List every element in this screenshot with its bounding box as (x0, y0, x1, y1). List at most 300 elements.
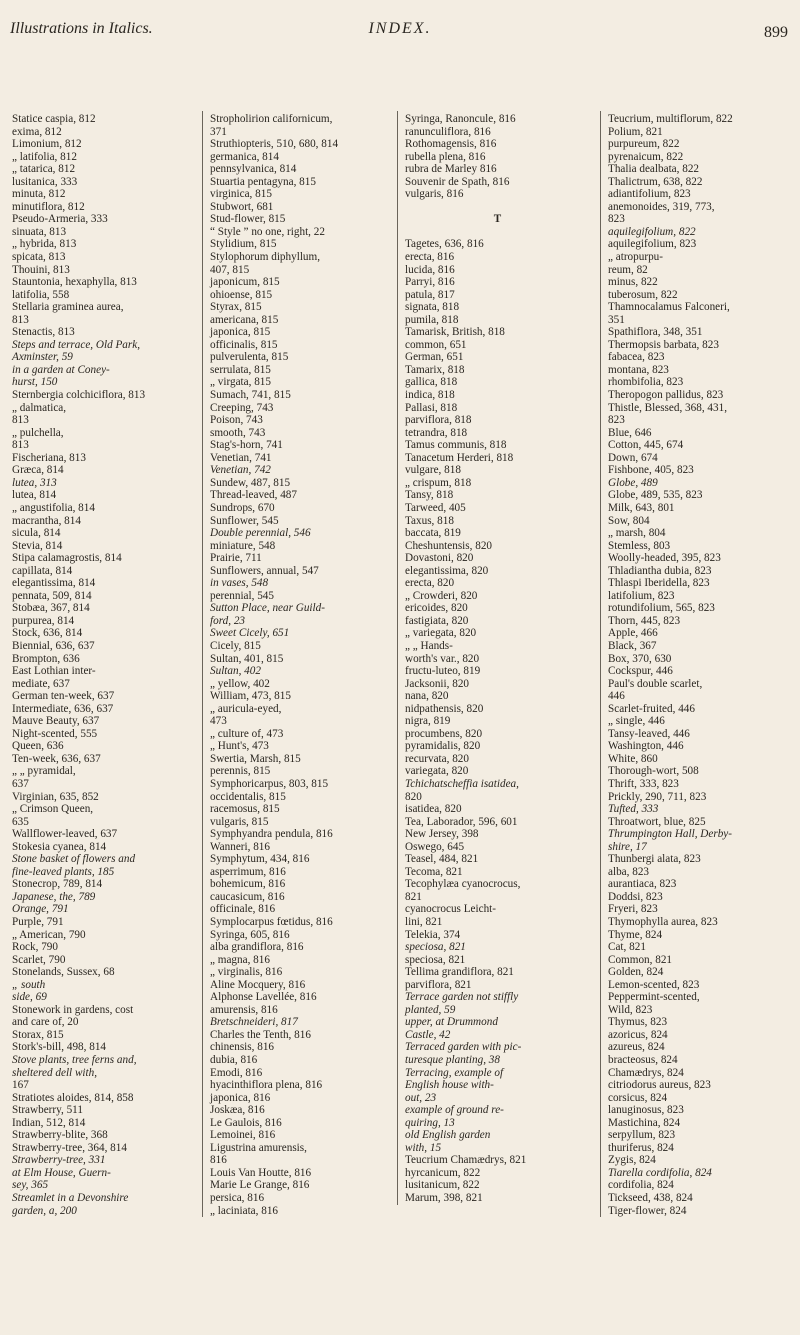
index-entry: Rock, 790 (12, 941, 58, 954)
index-entry: signata, 818 (405, 301, 460, 314)
index-entry: Stonecrop, 789, 814 (12, 878, 103, 891)
index-entry: smooth, 743 (210, 426, 266, 439)
index-entry: Chamædrys, 824 (608, 1066, 684, 1079)
index-entry: hyacinthiflora plena, 816 (210, 1079, 323, 1092)
index-entry: elegantissima, 820 (405, 564, 489, 577)
index-entry: hurst, 150 (12, 376, 58, 389)
index-entry: Stag's-horn, 741 (210, 439, 283, 452)
index-entry: lutea, 814 (12, 489, 57, 502)
index-entry: erecta, 820 (405, 577, 455, 590)
index-entry: Stove plants, tree ferns and, (12, 1054, 137, 1067)
index-entry: Fischeriana, 813 (12, 451, 86, 464)
index-entry: lucida, 816 (405, 263, 455, 276)
index-entry: „ south (12, 978, 46, 991)
index-entry: „ virgata, 815 (210, 376, 271, 389)
index-entry: nigra, 819 (405, 715, 451, 728)
index-entry: Louis Van Houtte, 816 (210, 1166, 312, 1179)
index-entry: rubra de Marley 816 (405, 163, 497, 176)
column-rule (600, 111, 601, 1217)
index-entry: pennsylvanica, 814 (210, 163, 297, 176)
index-entry: Alphonse Lavellée, 816 (210, 991, 317, 1004)
index-entry: Thorough-wort, 508 (608, 765, 699, 778)
index-entry: Ten-week, 636, 637 (12, 752, 101, 765)
index-entry: gallica, 818 (405, 376, 458, 389)
index-entry: Dovastoni, 820 (405, 552, 474, 565)
index-entry: „ Hunt's, 473 (210, 740, 269, 753)
index-entry: aquilegifolium, 823 (608, 238, 697, 251)
index-entry: rubella plena, 816 (405, 150, 486, 163)
index-entry: mediate, 637 (12, 677, 70, 690)
index-entry: Thread-leaved, 487 (210, 489, 297, 502)
index-entry: Apple, 466 (608, 627, 658, 640)
index-entry: purpurea, 814 (12, 614, 75, 627)
index-entry: erecta, 816 (405, 251, 455, 264)
index-entry: Telekia, 374 (405, 928, 461, 941)
index-entry: pennata, 509, 814 (12, 589, 92, 602)
index-entry: lutea, 313 (12, 476, 57, 489)
index-entry: „ yellow, 402 (210, 677, 270, 690)
index-entry: nidpathensis, 820 (405, 702, 484, 715)
index-entry: indica, 818 (405, 389, 455, 402)
index-entry: aurantiaca, 823 (608, 878, 677, 891)
index-entry: Teasel, 484, 821 (405, 853, 479, 866)
index-entry: 637 (12, 777, 29, 790)
index-entry: „ virginalis, 816 (210, 966, 283, 979)
index-entry: “ Style ” no one, right, 22 (210, 225, 325, 238)
index-entry: persica, 816 (210, 1192, 265, 1205)
index-entry: Intermediate, 636, 637 (12, 702, 114, 715)
index-entry: Box, 370, 630 (608, 652, 672, 665)
index-entry: recurvata, 820 (405, 752, 469, 765)
index-entry: occidentalis, 815 (210, 790, 286, 803)
index-entry: Thistle, Blessed, 368, 431, (608, 401, 728, 414)
page-number: 899 (764, 24, 788, 41)
index-entry: Throatwort, blue, 825 (608, 815, 706, 828)
index-entry: macrantha, 814 (12, 514, 81, 527)
index-entry: Prickly, 290, 711, 823 (608, 790, 707, 803)
index-entry: worth's var., 820 (405, 652, 480, 665)
index-entry: 446 (608, 690, 625, 703)
index-entry: „ latifolia, 812 (12, 150, 77, 163)
index-entry: Stylophorum diphyllum, (210, 251, 321, 264)
index-entry: 407, 815 (210, 263, 250, 276)
index-entry: fructu-luteo, 819 (405, 665, 481, 678)
index-entry: spicata, 813 (12, 251, 66, 264)
index-entry: Joskæa, 816 (210, 1104, 265, 1117)
index-entry: fastigiata, 820 (405, 614, 469, 627)
index-entry: Teucrium, multiflorum, 822 (608, 113, 733, 125)
index-entry: Stenactis, 813 (12, 326, 75, 339)
index-entry: serpyllum, 823 (608, 1129, 676, 1142)
index-entry: Sumach, 741, 815 (210, 389, 291, 402)
index-entry: speciosa, 821 (405, 941, 466, 954)
index-entry: Thalia dealbata, 822 (608, 163, 700, 176)
index-entry: Thlaspi Iberidella, 823 (608, 577, 710, 590)
index-entry: Double perennial, 546 (210, 527, 311, 540)
index-entry: Syringa, 605, 816 (210, 928, 290, 941)
index-entry: Axminster, 59 (12, 351, 73, 364)
index-entry: Marum, 398, 821 (405, 1192, 483, 1205)
index-entry: Emodi, 816 (210, 1066, 263, 1079)
index-entry: Tiger-flower, 824 (608, 1204, 687, 1217)
index-entry: 813 (12, 313, 29, 326)
index-entry: Tarweed, 405 (405, 501, 466, 514)
index-entry: Symphytum, 434, 816 (210, 853, 310, 866)
index-entry: Stone basket of flowers and (12, 853, 136, 866)
index-entry: Tchichatscheffia isatidea, (405, 777, 519, 790)
index-entry: Teucrium Chamædrys, 821 (405, 1154, 527, 1167)
index-entry: Storax, 815 (12, 1028, 64, 1041)
index-entry: citriodorus aureus, 823 (608, 1079, 711, 1092)
index-entry: sicula, 814 (12, 527, 61, 540)
index-entry: example of ground re- (405, 1104, 504, 1117)
index-entry: Tecophylæa cyanocrocus, (405, 878, 521, 891)
index-entry: cordifolia, 824 (608, 1179, 674, 1192)
index-entry: Cicely, 815 (210, 639, 261, 652)
index-entry: Statice caspia, 812 (12, 113, 96, 125)
index-entry: „ culture of, 473 (210, 727, 284, 740)
index-entry: Græca, 814 (12, 464, 64, 477)
index-entry: Thamnocalamus Falconeri, (608, 301, 730, 314)
index-entry: minuta, 812 (12, 188, 66, 201)
index-entry: Virginian, 635, 852 (12, 790, 99, 803)
index-entry: Marie Le Grange, 816 (210, 1179, 310, 1192)
index-entry: Venetian, 742 (210, 464, 271, 477)
index-entry: with, 15 (405, 1141, 442, 1154)
index-entry: 820 (405, 790, 422, 803)
index-entry: Poison, 743 (210, 414, 263, 427)
index-entry: Sunflowers, annual, 547 (210, 564, 319, 577)
index-entry: Struthiopteris, 510, 680, 814 (210, 138, 339, 151)
index-entry: side, 69 (12, 991, 47, 1004)
index-entry: shire, 17 (608, 840, 647, 853)
index-entry: Mauve Beauty, 637 (12, 715, 100, 728)
index-entry: Venetian, 741 (210, 451, 272, 464)
index-entry: nana, 820 (405, 690, 449, 703)
index-entry: Cockspur, 446 (608, 665, 673, 678)
index-entry: Thladiantha dubia, 823 (608, 564, 712, 577)
index-entry: „ Crimson Queen, (12, 803, 94, 816)
index-entry: Thymus, 823 (608, 1016, 668, 1029)
index-entry: Stevia, 814 (12, 539, 63, 552)
index-entry: Aline Mocquery, 816 (210, 978, 306, 991)
index-entry: Jacksonii, 820 (405, 677, 470, 690)
index-entry: Strawberry-tree, 331 (12, 1154, 106, 1167)
index-entry: Zygis, 824 (608, 1154, 656, 1167)
index-entry: „ tatarica, 812 (12, 163, 76, 176)
index-entry: latifolium, 823 (608, 589, 675, 602)
index-entry: vulgaris, 816 (405, 188, 464, 201)
index-entry: 371 (210, 125, 227, 138)
index-entry: Symplocarpus fœtidus, 816 (210, 916, 333, 928)
index-entry: Stonelands, Sussex, 68 (12, 966, 115, 979)
index-entry: latifolia, 558 (12, 288, 70, 301)
index-entry: caucasicum, 816 (210, 890, 285, 903)
index-entry: „ laciniata, 816 (210, 1204, 279, 1217)
index-entry: Fishbone, 405, 823 (608, 464, 694, 477)
index-entry: Terraced garden with pic- (405, 1041, 522, 1054)
index-entry: Common, 821 (608, 953, 673, 966)
index-entry: Sultan, 402 (210, 665, 261, 678)
index-entry: Stock, 636, 814 (12, 627, 83, 640)
index-entry: Lemon-scented, 823 (608, 978, 700, 991)
index-entry: common, 651 (405, 338, 467, 351)
index-entry: variegata, 820 (405, 765, 469, 778)
index-entry: Thyme, 824 (608, 928, 663, 941)
index-entry: Scarlet, 790 (12, 953, 66, 966)
index-entry: 167 (12, 1079, 29, 1092)
index-entry: Lemoinei, 816 (210, 1129, 276, 1142)
index-entry: Le Gaulois, 816 (210, 1116, 282, 1129)
index-entry: Souvenir de Spath, 816 (405, 175, 510, 188)
index-entry: hyrcanicum, 822 (405, 1166, 481, 1179)
index-entry: rhombifolia, 823 (608, 376, 684, 389)
index-entry: Stokesia cyanea, 814 (12, 840, 107, 853)
index-entry: lusitanicum, 822 (405, 1179, 480, 1192)
index-entry: Milk, 643, 801 (608, 501, 675, 514)
index-entry: rotundifolium, 565, 823 (608, 602, 715, 615)
index-entry: americana, 815 (210, 313, 279, 326)
index-entry: pumila, 818 (405, 313, 459, 326)
index-entry: 823 (608, 414, 625, 427)
index-entry: Thalictrum, 638, 822 (608, 175, 703, 188)
index-entry: Creeping, 743 (210, 401, 274, 414)
index-entry: out, 23 (405, 1091, 437, 1104)
index-entry: thuriferus, 824 (608, 1141, 674, 1154)
index-entry: Indian, 512, 814 (12, 1116, 86, 1129)
page-header (0, 0, 800, 110)
index-entry: Swertia, Marsh, 815 (210, 752, 301, 765)
index-entry: „ angustifolia, 814 (12, 501, 95, 514)
index-entry: 821 (405, 890, 422, 903)
index-entry: Black, 367 (608, 639, 657, 652)
index-entry: Tansy-leaved, 446 (608, 727, 690, 740)
index-entry: 813 (12, 439, 29, 452)
index-entry: corsicus, 824 (608, 1091, 668, 1104)
index-entry: Sweet Cicely, 651 (210, 627, 290, 640)
index-entry: old English garden (405, 1129, 491, 1142)
index-entry: vulgare, 818 (405, 464, 461, 477)
index-entry: Thunbergi alata, 823 (608, 853, 701, 866)
index-entry: Taxus, 818 (405, 514, 454, 527)
index-entry: German ten-week, 637 (12, 690, 115, 703)
index-entry: and care of, 20 (12, 1016, 79, 1029)
index-entry: reum, 82 (608, 263, 648, 276)
index-entry: japonica, 815 (210, 326, 271, 339)
index-entry: Queen, 636 (12, 740, 64, 753)
index-entry: cyanocrocus Leicht- (405, 903, 497, 916)
index-entry: Down, 674 (608, 451, 658, 464)
index-entry: Wild, 823 (608, 1003, 653, 1016)
index-entry: Biennial, 636, 637 (12, 639, 95, 652)
index-entry: Tea, Laborador, 596, 601 (405, 815, 518, 828)
index-entry: Terracing, example of (405, 1066, 504, 1079)
index-entry: Tansy, 818 (405, 489, 454, 502)
index-entry: Parryi, 816 (405, 276, 455, 289)
index-entry: Wallflower-leaved, 637 (12, 828, 118, 841)
index-entry: perennis, 815 (210, 765, 271, 778)
index-entry: Night-scented, 555 (12, 727, 98, 740)
index-entry: adiantifolium, 823 (608, 188, 691, 201)
index-entry: at Elm House, Guern- (12, 1166, 111, 1179)
index-entry: Thrift, 333, 823 (608, 777, 679, 790)
index-entry: Theropogon pallidus, 823 (608, 389, 724, 402)
index-entry: in vases, 548 (210, 577, 269, 590)
index-entry: New Jersey, 398 (405, 828, 479, 841)
index-entry: Stork's-bill, 498, 814 (12, 1041, 107, 1054)
column-rule (202, 111, 203, 1217)
index-entry: Washington, 446 (608, 740, 684, 753)
index-column-2 (210, 113, 395, 1217)
index-entry: Tagetes, 636, 816 (405, 238, 484, 251)
index-entry: upper, at Drummond (405, 1016, 498, 1029)
index-entry: Symphyandra pendula, 816 (210, 828, 333, 841)
index-entry: Rothomagensis, 816 (405, 138, 497, 151)
index-entry: lusitanica, 333 (12, 175, 78, 188)
index-entry: Thouini, 813 (12, 263, 70, 276)
index-entry: White, 860 (608, 752, 658, 765)
index-entry: ford, 23 (210, 614, 246, 627)
column-rule (397, 111, 398, 1205)
index-entry: Tickseed, 438, 824 (608, 1192, 693, 1205)
index-entry: Globe, 489, 535, 823 (608, 489, 703, 502)
index-entry: speciosa, 821 (405, 953, 466, 966)
index-entry: „ „ pyramidal, (12, 765, 76, 778)
index-entry: fine-leaved plants, 185 (12, 865, 115, 878)
index-entry: parviflora, 821 (405, 978, 472, 991)
index-entry: „ atropurpu- (608, 251, 663, 264)
index-entry: Syringa, Ranoncule, 816 (405, 113, 516, 125)
index-entry: Stauntonia, hexaphylla, 813 (12, 276, 137, 289)
index-entry: ericoides, 820 (405, 602, 468, 615)
index-entry: baccata, 819 (405, 527, 461, 540)
index-entry: English house with- (405, 1079, 494, 1092)
index-entry: Prairie, 711 (210, 552, 262, 565)
index-entry (405, 201, 590, 214)
index-entry: azoricus, 824 (608, 1028, 668, 1041)
index-entry: Sunflower, 545 (210, 514, 279, 527)
index-entry: fabacea, 823 (608, 351, 665, 364)
index-entry: Sultan, 401, 815 (210, 652, 284, 665)
index-entry: Stud-flower, 815 (210, 213, 286, 226)
header-title: INDEX. (368, 20, 432, 37)
index-entry: ohioense, 815 (210, 288, 273, 301)
index-entry: aquilegifolium, 822 (608, 225, 696, 238)
index-entry: Stipa calamagrostis, 814 (12, 552, 122, 565)
index-entry: Sundrops, 670 (210, 501, 275, 514)
index-entry: Stobæa, 367, 814 (12, 602, 90, 615)
index-entry: Stellaria graminea aurea, (12, 301, 124, 314)
index-entry: Styrax, 815 (210, 301, 262, 314)
index-entry: „ hybrida, 813 (12, 238, 77, 251)
index-entry: Cat, 821 (608, 941, 646, 954)
index-entry: Polium, 821 (608, 125, 663, 138)
index-entry: lanuginosus, 823 (608, 1104, 684, 1117)
index-entry: Peppermint-scented, (608, 991, 700, 1004)
index-entry: „ „ Hands- (405, 639, 453, 652)
index-entry: tetrandra, 818 (405, 426, 468, 439)
index-entry: asperrimum, 816 (210, 865, 286, 878)
index-entry: Strawberry-tree, 364, 814 (12, 1141, 127, 1154)
index-entry: procumbens, 820 (405, 727, 483, 740)
index-entry: officinalis, 815 (210, 338, 278, 351)
index-entry: quiring, 13 (405, 1116, 455, 1129)
header-left: Illustrations in Italics. (10, 20, 153, 37)
index-entry: Cheshuntensis, 820 (405, 539, 493, 552)
index-entry: ranunculiflora, 816 (405, 125, 491, 138)
index-entry: alba, 823 (608, 865, 650, 878)
index-entry: amurensis, 816 (210, 1003, 278, 1016)
index-entry: Tamarix, 818 (405, 363, 465, 376)
index-entry: lini, 821 (405, 916, 443, 928)
index-entry: Stuartia pentagyna, 815 (210, 175, 316, 188)
index-entry: sey, 365 (12, 1179, 49, 1192)
index-entry: minutiflora, 812 (12, 200, 85, 213)
index-entry: Tiarella cordifolia, 824 (608, 1166, 712, 1179)
index-entry: sinuata, 813 (12, 225, 67, 238)
index-entry: Symphoricarpus, 803, 815 (210, 777, 329, 790)
index-entry: patula, 817 (405, 288, 455, 301)
index-entry: in a garden at Coney- (12, 363, 110, 376)
index-entry: perennial, 545 (210, 589, 274, 602)
index-entry: sheltered dell with, (12, 1066, 98, 1079)
index-entry: Orange, 791 (12, 903, 69, 916)
index-entry: Mastichina, 824 (608, 1116, 681, 1129)
index-entry: germanica, 814 (210, 150, 279, 163)
index-entry: planted, 59 (405, 1003, 456, 1016)
index-entry: Japanese, the, 789 (12, 890, 96, 903)
index-entry: alba grandiflora, 816 (210, 941, 304, 954)
index-entry: Thermopsis barbata, 823 (608, 338, 719, 351)
index-entry: chinensis, 816 (210, 1041, 275, 1054)
index-entry: „ auricula-eyed, (210, 702, 282, 715)
index-entry: Brompton, 636 (12, 652, 80, 665)
index-entry: Ligustrina amurensis, (210, 1141, 307, 1154)
index-entry: pulverulenta, 815 (210, 351, 289, 364)
index-entry: japonica, 816 (210, 1091, 271, 1104)
index-entry: Stratiotes aloides, 814, 858 (12, 1091, 134, 1104)
index-entry: exima, 812 (12, 125, 62, 138)
index-entry: „ American, 790 (12, 928, 86, 941)
index-entry: German, 651 (405, 351, 464, 364)
index-entry: tuberosum, 822 (608, 288, 678, 301)
index-entry: Paul's double scarlet, (608, 677, 703, 690)
index-entry: „ variegata, 820 (405, 627, 477, 640)
index-entry: Terrace garden not stiffly (405, 991, 519, 1004)
index-entry: Castle, 42 (405, 1028, 451, 1041)
index-entry: garden, a, 200 (12, 1204, 77, 1217)
index-entry: Stemless, 803 (608, 539, 671, 552)
index-entry: elegantissima, 814 (12, 577, 96, 590)
index-entry: Tamarisk, British, 818 (405, 326, 505, 339)
index-entry: „ pulchella, (12, 426, 64, 439)
index-column-1 (12, 113, 192, 1217)
index-entry: Globe, 489 (608, 476, 658, 489)
index-entry: Sutton Place, near Guild- (210, 602, 325, 615)
index-entry: Steps and terrace, Old Park, (12, 338, 141, 351)
index-entry: „ Crowderi, 820 (405, 589, 478, 602)
index-entry: vulgaris, 815 (210, 815, 269, 828)
index-entry: Golden, 824 (608, 966, 664, 979)
index-entry: „ marsh, 804 (608, 527, 666, 540)
index-entry: Tanacetum Herderi, 818 (405, 451, 514, 464)
index-entry: montana, 823 (608, 363, 669, 376)
index-entry: Sternbergia colchiciflora, 813 (12, 389, 146, 402)
index-entry: Pallasi, 818 (405, 401, 458, 414)
index-entry: Wanneri, 816 (210, 840, 270, 853)
index-entry: serrulata, 815 (210, 363, 271, 376)
index-entry: Woolly-headed, 395, 823 (608, 552, 721, 565)
